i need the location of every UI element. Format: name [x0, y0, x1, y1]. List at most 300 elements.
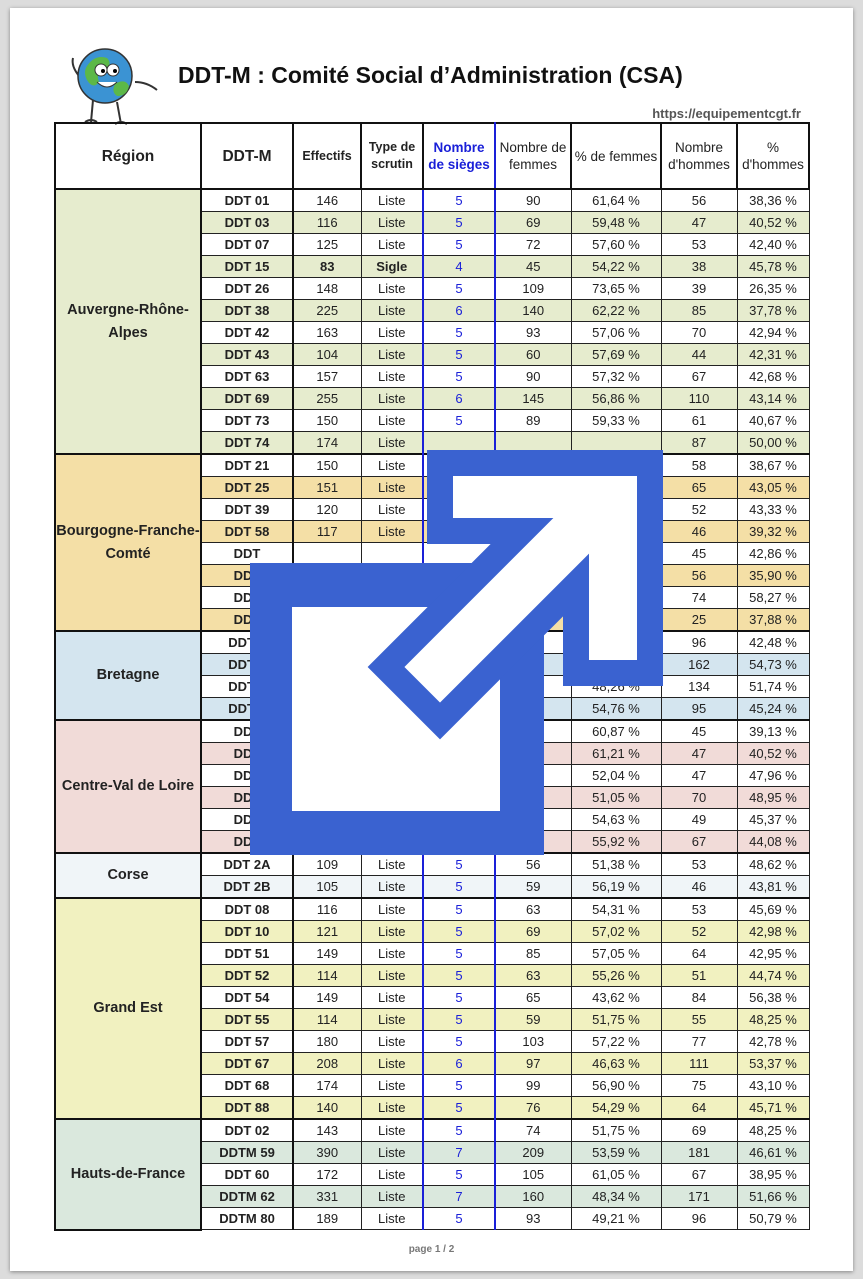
sieges-cell: 4: [423, 256, 495, 278]
scrutin-cell: Liste: [361, 1031, 423, 1053]
sieges-cell: 5: [423, 965, 495, 987]
pct-hommes-cell: 38,95 %: [737, 1164, 809, 1186]
col-header-scrutin: Type de scrutin: [361, 123, 423, 189]
hommes-cell: 56: [661, 565, 737, 587]
ddt-cell: DDT 67: [201, 1053, 293, 1075]
pct-hommes-cell: 53,37 %: [737, 1053, 809, 1075]
ddt-cell: DDT 55: [201, 1009, 293, 1031]
hommes-cell: 45: [661, 720, 737, 743]
pct-hommes-cell: 38,36 %: [737, 189, 809, 212]
hommes-cell: 67: [661, 1164, 737, 1186]
scrutin-cell: Liste: [361, 1208, 423, 1230]
pct-femmes-cell: 51,38 %: [571, 853, 661, 876]
pct-femmes-cell: 54,31 %: [571, 898, 661, 921]
pct-hommes-cell: 44,74 %: [737, 965, 809, 987]
scrutin-cell: Liste: [361, 1186, 423, 1208]
scrutin-cell: Liste: [361, 1053, 423, 1075]
effectifs-cell: 172: [293, 1164, 361, 1186]
sieges-cell: 5: [423, 189, 495, 212]
pct-hommes-cell: 40,67 %: [737, 410, 809, 432]
hommes-cell: 58: [661, 454, 737, 477]
col-header-hommes: Nombre d'hommes: [661, 123, 737, 189]
ddt-cell: DDT: [201, 543, 293, 565]
hommes-cell: 84: [661, 987, 737, 1009]
scrutin-cell: Liste: [361, 344, 423, 366]
region-cell: Bourgogne-Franche-Comté: [55, 454, 201, 631]
ddt-cell: DDT: [201, 765, 293, 787]
pct-femmes-cell: 54,76 %: [571, 698, 661, 721]
table-row: [55, 853, 809, 876]
pct-femmes-cell: 59,48 %: [571, 212, 661, 234]
sieges-cell: 6: [423, 300, 495, 322]
effectifs-cell: 121: [293, 921, 361, 943]
hommes-cell: 74: [661, 587, 737, 609]
ddt-cell: DDT 52: [201, 965, 293, 987]
pct-femmes-cell: 61,64 %: [571, 189, 661, 212]
effectifs-cell: 116: [293, 212, 361, 234]
pct-hommes-cell: 43,10 %: [737, 1075, 809, 1097]
ddt-cell: DDTM: [201, 654, 293, 676]
femmes-cell: 85: [495, 943, 571, 965]
hommes-cell: 77: [661, 1031, 737, 1053]
effectifs-cell: 255: [293, 388, 361, 410]
pct-hommes-cell: 43,14 %: [737, 388, 809, 410]
effectifs-cell: 83: [293, 256, 361, 278]
femmes-cell: 140: [495, 300, 571, 322]
hommes-cell: 95: [661, 698, 737, 721]
sieges-cell: 5: [423, 921, 495, 943]
hommes-cell: 64: [661, 1097, 737, 1120]
femmes-cell: 69: [495, 212, 571, 234]
scrutin-cell: Liste: [361, 521, 423, 543]
hommes-cell: 61: [661, 410, 737, 432]
hommes-cell: 96: [661, 631, 737, 654]
pct-femmes-cell: 52,04 %: [571, 765, 661, 787]
col-header-pct-femmes: % de femmes: [571, 123, 661, 189]
hommes-cell: 49: [661, 809, 737, 831]
pct-hommes-cell: 45,78 %: [737, 256, 809, 278]
pct-hommes-cell: 40,52 %: [737, 212, 809, 234]
scrutin-cell: Sigle: [361, 256, 423, 278]
ddt-cell: DDT 60: [201, 1164, 293, 1186]
femmes-cell: 90: [495, 189, 571, 212]
ddt-cell: DDTM 59: [201, 1142, 293, 1164]
effectifs-cell: 151: [293, 477, 361, 499]
pct-femmes-cell: 62,22 %: [571, 300, 661, 322]
ddt-cell: DDT 39: [201, 499, 293, 521]
pct-hommes-cell: 42,95 %: [737, 943, 809, 965]
pct-hommes-cell: 58,27 %: [737, 587, 809, 609]
ddt-cell: DDT 02: [201, 1119, 293, 1142]
ddt-cell: DDT 88: [201, 1097, 293, 1120]
pct-femmes-cell: 61,05 %: [571, 1164, 661, 1186]
sieges-cell: 5: [423, 212, 495, 234]
effectifs-cell: 104: [293, 344, 361, 366]
hommes-cell: 67: [661, 366, 737, 388]
pct-hommes-cell: 56,38 %: [737, 987, 809, 1009]
pct-hommes-cell: 42,78 %: [737, 1031, 809, 1053]
hommes-cell: 85: [661, 300, 737, 322]
pct-hommes-cell: 42,94 %: [737, 322, 809, 344]
pct-femmes-cell: 57,02 %: [571, 921, 661, 943]
femmes-cell: 74: [495, 1119, 571, 1142]
sieges-cell: 5: [423, 1208, 495, 1230]
pct-hommes-cell: 47,96 %: [737, 765, 809, 787]
pct-hommes-cell: 50,79 %: [737, 1208, 809, 1230]
effectifs-cell: 163: [293, 322, 361, 344]
ddt-cell: DDT: [201, 587, 293, 609]
pct-femmes-cell: 48,26 %: [571, 676, 661, 698]
region-cell: Grand Est: [55, 898, 201, 1119]
pct-femmes-cell: 57,06 %: [571, 322, 661, 344]
scrutin-cell: Liste: [361, 943, 423, 965]
hommes-cell: 134: [661, 676, 737, 698]
femmes-cell: 145: [495, 388, 571, 410]
region-cell: Hauts-de-France: [55, 1119, 201, 1230]
effectifs-cell: 149: [293, 943, 361, 965]
pct-femmes-cell: 61,21 %: [571, 743, 661, 765]
ddt-cell: DDT 03: [201, 212, 293, 234]
ddt-cell: DDT: [201, 743, 293, 765]
ddt-cell: DDT 58: [201, 521, 293, 543]
pct-femmes-cell: 54,29 %: [571, 1097, 661, 1120]
region-cell: Auvergne-Rhône-Alpes: [55, 189, 201, 454]
col-header-region: Région: [55, 123, 201, 189]
hommes-cell: 67: [661, 831, 737, 854]
scrutin-cell: Liste: [361, 853, 423, 876]
hommes-cell: 47: [661, 743, 737, 765]
ddt-cell: DDT 63: [201, 366, 293, 388]
effectifs-cell: 390: [293, 1142, 361, 1164]
scrutin-cell: Liste: [361, 1097, 423, 1120]
effectifs-cell: 149: [293, 987, 361, 1009]
ddt-cell: DDT 01: [201, 189, 293, 212]
pct-hommes-cell: 43,33 %: [737, 499, 809, 521]
ddt-cell: DDT 43: [201, 344, 293, 366]
ddt-cell: DDTM: [201, 676, 293, 698]
ddt-cell: DDT 2B: [201, 876, 293, 899]
femmes-cell: 45: [495, 256, 571, 278]
effectifs-cell: 114: [293, 965, 361, 987]
femmes-cell: 60: [495, 344, 571, 366]
scrutin-cell: Liste: [361, 432, 423, 455]
scrutin-cell: Liste: [361, 212, 423, 234]
pct-hommes-cell: 43,05 %: [737, 477, 809, 499]
femmes-cell: 160: [495, 1186, 571, 1208]
hommes-cell: 75: [661, 1075, 737, 1097]
table-row: [55, 898, 809, 921]
col-header-pct-hommes: % d'hommes: [737, 123, 809, 189]
ddt-cell: DDT 08: [201, 898, 293, 921]
ddt-cell: DDT: [201, 565, 293, 587]
sieges-cell: 5: [423, 234, 495, 256]
ddt-cell: DDT 51: [201, 943, 293, 965]
femmes-cell: 89: [495, 410, 571, 432]
pct-hommes-cell: 51,74 %: [737, 676, 809, 698]
page-number: page 1 / 2: [408, 1244, 455, 1255]
sieges-cell: 5: [423, 898, 495, 921]
femmes-cell: 109: [495, 278, 571, 300]
hommes-cell: 45: [661, 543, 737, 565]
hommes-cell: 46: [661, 521, 737, 543]
pct-hommes-cell: 38,67 %: [737, 454, 809, 477]
ddt-cell: DDT 10: [201, 921, 293, 943]
effectifs-cell: 114: [293, 1009, 361, 1031]
effectifs-cell: 180: [293, 1031, 361, 1053]
femmes-cell: 63: [495, 965, 571, 987]
hommes-cell: 38: [661, 256, 737, 278]
pct-hommes-cell: 45,71 %: [737, 1097, 809, 1120]
hommes-cell: 110: [661, 388, 737, 410]
pct-hommes-cell: 48,25 %: [737, 1119, 809, 1142]
effectifs-cell: 225: [293, 300, 361, 322]
femmes-cell: 93: [495, 1208, 571, 1230]
external-link-icon: [250, 435, 680, 855]
hommes-cell: 53: [661, 853, 737, 876]
table-row: [55, 1119, 809, 1142]
scrutin-cell: Liste: [361, 1119, 423, 1142]
ddt-cell: DDT 15: [201, 256, 293, 278]
sieges-cell: 5: [423, 366, 495, 388]
hommes-cell: 65: [661, 477, 737, 499]
hommes-cell: 64: [661, 943, 737, 965]
page-title: DDT-M : Comité Social d’Administration (CSA): [178, 62, 683, 88]
pct-femmes-cell: 54,63 %: [571, 809, 661, 831]
ddt-cell: DDT 69: [201, 388, 293, 410]
pct-hommes-cell: 37,88 %: [737, 609, 809, 632]
pct-hommes-cell: 45,69 %: [737, 898, 809, 921]
hommes-cell: 181: [661, 1142, 737, 1164]
sieges-cell: 5: [423, 1031, 495, 1053]
hommes-cell: 47: [661, 765, 737, 787]
pct-femmes-cell: 56,90 %: [571, 1075, 661, 1097]
pct-femmes-cell: 57,60 %: [571, 234, 661, 256]
col-header-ddtm: DDT-M: [201, 123, 293, 189]
pct-femmes-cell: 54,22 %: [571, 256, 661, 278]
pct-femmes-cell: 49,21 %: [571, 1208, 661, 1230]
hommes-cell: 111: [661, 1053, 737, 1075]
pct-femmes-cell: 51,75 %: [571, 1009, 661, 1031]
pct-femmes-cell: 56,19 %: [571, 876, 661, 899]
sieges-cell: 5: [423, 987, 495, 1009]
scrutin-cell: Liste: [361, 1164, 423, 1186]
pct-femmes-cell: 73,65 %: [571, 278, 661, 300]
hommes-cell: 69: [661, 1119, 737, 1142]
sieges-cell: 5: [423, 278, 495, 300]
pct-hommes-cell: 45,24 %: [737, 698, 809, 721]
sieges-cell: 5: [423, 1097, 495, 1120]
pct-femmes-cell: 57,05 %: [571, 943, 661, 965]
scrutin-cell: Liste: [361, 987, 423, 1009]
ddt-cell: DDT 07: [201, 234, 293, 256]
sieges-cell: 6: [423, 1053, 495, 1075]
sieges-cell: 5: [423, 1164, 495, 1186]
sieges-cell: 5: [423, 322, 495, 344]
region-cell: Corse: [55, 853, 201, 898]
scrutin-cell: Liste: [361, 876, 423, 899]
pct-femmes-cell: 57,69 %: [571, 344, 661, 366]
pct-hommes-cell: 37,78 %: [737, 300, 809, 322]
pct-hommes-cell: 35,90 %: [737, 565, 809, 587]
pct-hommes-cell: 51,66 %: [737, 1186, 809, 1208]
ddt-cell: DDT 2A: [201, 853, 293, 876]
effectifs-cell: 208: [293, 1053, 361, 1075]
hommes-cell: 96: [661, 1208, 737, 1230]
hommes-cell: 70: [661, 322, 737, 344]
ddt-cell: DDT 74: [201, 432, 293, 455]
hommes-cell: 25: [661, 609, 737, 632]
pct-femmes-cell: 55,92 %: [571, 831, 661, 854]
scrutin-cell: Liste: [361, 300, 423, 322]
ddt-cell: DDT 73: [201, 410, 293, 432]
effectifs-cell: 189: [293, 1208, 361, 1230]
femmes-cell: 59: [495, 1009, 571, 1031]
sieges-cell: 5: [423, 1009, 495, 1031]
pct-femmes-cell: 51,05 %: [571, 787, 661, 809]
col-header-femmes: Nombre de femmes: [495, 123, 571, 189]
hommes-cell: 46: [661, 876, 737, 899]
sieges-cell: 5: [423, 1119, 495, 1142]
pct-femmes-cell: 53,59 %: [571, 1142, 661, 1164]
pct-femmes-cell: 57,22 %: [571, 1031, 661, 1053]
hommes-cell: 70: [661, 787, 737, 809]
region-cell: Bretagne: [55, 631, 201, 720]
femmes-cell: 56: [495, 853, 571, 876]
pct-hommes-cell: 48,62 %: [737, 853, 809, 876]
pct-hommes-cell: 48,95 %: [737, 787, 809, 809]
pct-hommes-cell: 54,73 %: [737, 654, 809, 676]
scrutin-cell: Liste: [361, 921, 423, 943]
hommes-cell: 162: [661, 654, 737, 676]
scrutin-cell: Liste: [361, 234, 423, 256]
ddt-cell: DDT 42: [201, 322, 293, 344]
pct-hommes-cell: 42,68 %: [737, 366, 809, 388]
col-header-effectifs: Effectifs: [293, 123, 361, 189]
effectifs-cell: 125: [293, 234, 361, 256]
scrutin-cell: Liste: [361, 322, 423, 344]
effectifs-cell: 140: [293, 1097, 361, 1120]
effectifs-cell: 150: [293, 454, 361, 477]
hommes-cell: 47: [661, 212, 737, 234]
ddt-cell: DDT: [201, 831, 293, 854]
pct-femmes-cell: 48,34 %: [571, 1186, 661, 1208]
table-row: [55, 189, 809, 212]
scrutin-cell: Liste: [361, 898, 423, 921]
scrutin-cell: Liste: [361, 189, 423, 212]
femmes-cell: 105: [495, 1164, 571, 1186]
pct-femmes-cell: 51,75 %: [571, 1119, 661, 1142]
effectifs-cell: 120: [293, 499, 361, 521]
sieges-cell: 5: [423, 410, 495, 432]
pct-hommes-cell: 42,48 %: [737, 631, 809, 654]
sieges-cell: 7: [423, 1186, 495, 1208]
hommes-cell: 55: [661, 1009, 737, 1031]
femmes-cell: 76: [495, 1097, 571, 1120]
hommes-cell: 53: [661, 898, 737, 921]
hommes-cell: 87: [661, 432, 737, 455]
pct-hommes-cell: 39,32 %: [737, 521, 809, 543]
pct-femmes-cell: 59,33 %: [571, 410, 661, 432]
ddt-cell: DDT 25: [201, 477, 293, 499]
sieges-cell: 7: [423, 1142, 495, 1164]
hommes-cell: 44: [661, 344, 737, 366]
col-header-sieges: Nombre de sièges: [423, 123, 495, 189]
ddt-cell: DDTM: [201, 631, 293, 654]
ddt-cell: DDT 57: [201, 1031, 293, 1053]
pct-hommes-cell: 26,35 %: [737, 278, 809, 300]
ddt-cell: DDT 26: [201, 278, 293, 300]
femmes-cell: 209: [495, 1142, 571, 1164]
effectifs-cell: 146: [293, 189, 361, 212]
ddt-cell: DDTM 80: [201, 1208, 293, 1230]
effectifs-cell: 148: [293, 278, 361, 300]
hommes-cell: 39: [661, 278, 737, 300]
pct-hommes-cell: 50,00 %: [737, 432, 809, 455]
scrutin-cell: Liste: [361, 388, 423, 410]
scrutin-cell: Liste: [361, 410, 423, 432]
pct-hommes-cell: 40,52 %: [737, 743, 809, 765]
femmes-cell: 99: [495, 1075, 571, 1097]
scrutin-cell: Liste: [361, 477, 423, 499]
pct-hommes-cell: 39,13 %: [737, 720, 809, 743]
sieges-cell: 5: [423, 853, 495, 876]
ddt-cell: DDT: [201, 809, 293, 831]
pct-hommes-cell: 44,08 %: [737, 831, 809, 854]
pct-hommes-cell: 42,40 %: [737, 234, 809, 256]
effectifs-cell: 143: [293, 1119, 361, 1142]
header-row: [55, 123, 809, 189]
femmes-cell: 103: [495, 1031, 571, 1053]
scrutin-cell: Liste: [361, 1075, 423, 1097]
pct-femmes-cell: 55,26 %: [571, 965, 661, 987]
femmes-cell: 59: [495, 876, 571, 899]
pct-hommes-cell: 42,86 %: [737, 543, 809, 565]
effectifs-cell: 116: [293, 898, 361, 921]
effectifs-cell: 157: [293, 366, 361, 388]
ddt-cell: DDT 21: [201, 454, 293, 477]
effectifs-cell: 105: [293, 876, 361, 899]
sieges-cell: 5: [423, 943, 495, 965]
ddt-cell: DDTM: [201, 698, 293, 721]
femmes-cell: 93: [495, 322, 571, 344]
pct-hommes-cell: 42,31 %: [737, 344, 809, 366]
scrutin-cell: Liste: [361, 1009, 423, 1031]
femmes-cell: 63: [495, 898, 571, 921]
femmes-cell: 65: [495, 987, 571, 1009]
scrutin-cell: Liste: [361, 965, 423, 987]
ddt-cell: DDTM 62: [201, 1186, 293, 1208]
effectifs-cell: 174: [293, 1075, 361, 1097]
pct-hommes-cell: 46,61 %: [737, 1142, 809, 1164]
region-cell: Centre-Val de Loire: [55, 720, 201, 853]
pct-hommes-cell: 42,98 %: [737, 921, 809, 943]
femmes-cell: 69: [495, 921, 571, 943]
pct-hommes-cell: 43,81 %: [737, 876, 809, 899]
ddt-cell: DDT 38: [201, 300, 293, 322]
femmes-cell: 72: [495, 234, 571, 256]
sieges-cell: 5: [423, 1075, 495, 1097]
effectifs-cell: 174: [293, 432, 361, 455]
ddt-cell: DDT: [201, 787, 293, 809]
pct-femmes-cell: 60,87 %: [571, 720, 661, 743]
ddt-cell: DDT 68: [201, 1075, 293, 1097]
ddt-cell: DDT: [201, 720, 293, 743]
effectifs-cell: 331: [293, 1186, 361, 1208]
effectifs-cell: 150: [293, 410, 361, 432]
pct-femmes-cell: 46,63 %: [571, 1053, 661, 1075]
hommes-cell: 56: [661, 189, 737, 212]
pct-hommes-cell: 45,37 %: [737, 809, 809, 831]
